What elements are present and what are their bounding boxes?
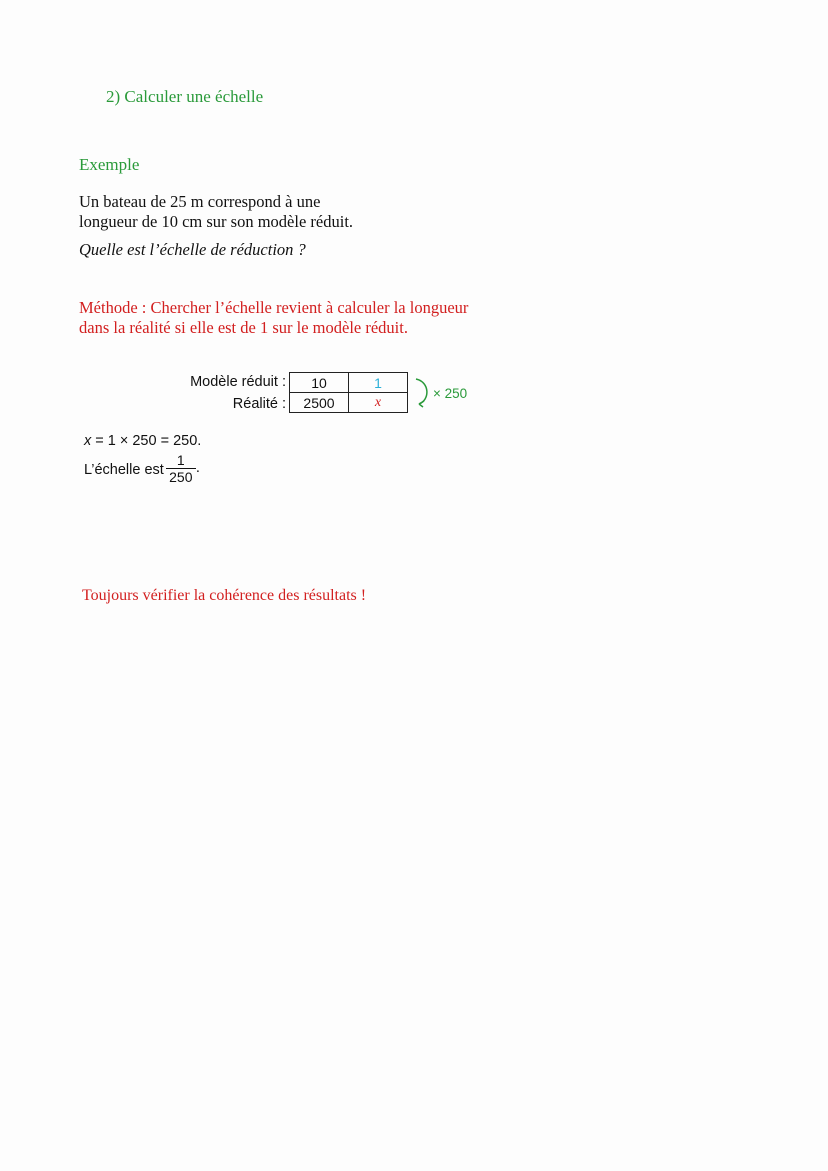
method-line-1: Méthode : Chercher l’échelle revient à calculer la longueur bbox=[79, 298, 469, 317]
table-cell: 1 bbox=[349, 373, 408, 393]
calculation bbox=[84, 433, 201, 449]
table-row bbox=[290, 373, 408, 393]
multiplier-label: × 250 bbox=[433, 386, 468, 401]
calculation-expression: = 1 × 250 = 250. bbox=[91, 433, 202, 449]
scale-result bbox=[84, 453, 200, 486]
fraction-numerator: 1 bbox=[176, 452, 185, 468]
method bbox=[79, 298, 468, 338]
row-label-model: Modèle réduit : bbox=[190, 374, 286, 390]
problem-statement bbox=[79, 192, 353, 232]
scale-fraction bbox=[166, 453, 196, 486]
table-row bbox=[290, 393, 408, 413]
statement-line-1: Un bateau de 25 m correspond à une bbox=[79, 192, 321, 211]
statement-line-2: longueur de 10 cm sur son modèle réduit. bbox=[79, 212, 354, 231]
curved-arrow-icon bbox=[414, 376, 434, 408]
proportionality-table bbox=[289, 372, 408, 413]
section-title: 2) Calculer une échelle bbox=[106, 87, 264, 106]
calculation-variable: x bbox=[84, 433, 92, 449]
example-label: Exemple bbox=[79, 155, 140, 174]
table-cell: 10 bbox=[290, 373, 349, 393]
method-line-2: dans la réalité si elle est de 1 sur le modèle réduit. bbox=[79, 318, 408, 337]
reminder: Toujours vérifier la cohérence des résultats ! bbox=[82, 587, 367, 604]
question: Quelle est l’échelle de réduction ? bbox=[79, 240, 306, 259]
scale-result-period: . bbox=[195, 460, 200, 477]
table-cell: x bbox=[349, 393, 408, 413]
table-cell: 2500 bbox=[290, 393, 349, 413]
scale-result-text: L’échelle est bbox=[84, 461, 164, 478]
row-label-reality: Réalité : bbox=[232, 396, 286, 412]
fraction-denominator: 250 bbox=[169, 469, 193, 486]
